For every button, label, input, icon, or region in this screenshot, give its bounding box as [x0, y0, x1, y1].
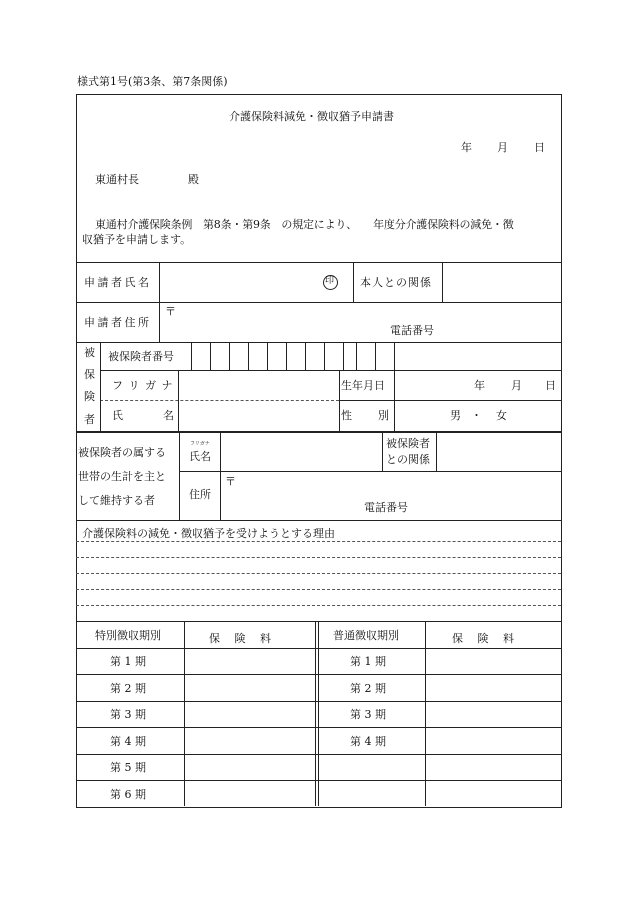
- special-premium-field[interactable]: [186, 650, 314, 673]
- premium-header-char: 保: [452, 632, 463, 645]
- applicant-address-field[interactable]: [161, 304, 559, 340]
- premium-header: [427, 630, 559, 646]
- householder-heading: して維持する者: [78, 494, 155, 507]
- rule: [100, 370, 561, 371]
- birth-year-unit: 年: [474, 379, 485, 392]
- applicant-name-label: 申請者氏名: [84, 276, 152, 289]
- premium-header-char: 料: [260, 632, 271, 645]
- special-premium-field[interactable]: [186, 676, 314, 700]
- applicant-address-label: 申請者住所: [84, 316, 152, 329]
- insured-name-label: 名: [163, 409, 174, 422]
- insured-name-field[interactable]: [180, 402, 338, 430]
- special-period-label: 第 4 期: [110, 735, 146, 748]
- sex-label: 別: [378, 409, 389, 422]
- insured-number-label: 被保険者番号: [108, 350, 174, 363]
- rule: [178, 370, 179, 431]
- rule: [76, 520, 561, 521]
- sex-label: 性: [341, 409, 352, 422]
- rule: [353, 262, 354, 302]
- postal-mark: 〒: [165, 305, 176, 318]
- insured-side-char: 険: [84, 390, 95, 403]
- sex-separator: ・: [471, 409, 482, 422]
- special-period-label: 第 1 期: [110, 655, 146, 668]
- dashed-rule: [100, 400, 339, 401]
- insured-side-char: 者: [84, 413, 95, 426]
- rule: [436, 431, 437, 471]
- reason-field[interactable]: [78, 543, 559, 619]
- birth-date-label: 生年月日: [341, 379, 385, 392]
- statement-line-1: 東通村介護保険条例 第8条・第9条 の規定により、 年度分介護保険料の減免・徴: [95, 218, 514, 231]
- insured-side-char: 保: [84, 368, 95, 381]
- special-premium-field[interactable]: [186, 703, 314, 726]
- applicant-relation-label: 本人との関係: [360, 276, 432, 289]
- rule: [179, 431, 180, 520]
- furigana-field[interactable]: [180, 372, 338, 399]
- premium-header-char: 険: [477, 632, 489, 645]
- householder-relation-field[interactable]: [438, 433, 559, 469]
- householder-relation-label: との関係: [386, 453, 430, 466]
- applicant-phone-label: 電話番号: [390, 324, 434, 337]
- premium-header-char: 料: [503, 632, 514, 645]
- normal-period-label: 第 3 期: [350, 708, 386, 721]
- normal-period-label: 第 4 期: [350, 735, 386, 748]
- rule: [318, 621, 319, 806]
- rule: [76, 262, 561, 263]
- insured-side-char: 被: [84, 346, 95, 359]
- addressee-honorific: 殿: [188, 173, 199, 186]
- householder-name-label: 氏名: [189, 450, 211, 463]
- sex-option-female[interactable]: 女: [496, 409, 507, 422]
- date-month: 月: [497, 141, 508, 154]
- rule: [425, 621, 426, 806]
- normal-premium-field[interactable]: [427, 729, 559, 753]
- rule: [220, 431, 221, 520]
- householder-phone-label: 電話番号: [364, 501, 408, 514]
- insured-name-label: 氏: [112, 409, 123, 422]
- special-period-label: 第 3 期: [110, 708, 146, 721]
- special-premium-field[interactable]: [186, 756, 314, 779]
- birth-day-unit: 日: [545, 379, 556, 392]
- date-year: 年: [461, 141, 472, 154]
- special-collection-header: 特別徴収期別: [95, 629, 161, 642]
- special-period-label: 第 6 期: [110, 788, 146, 801]
- rule: [159, 262, 160, 342]
- normal-collection-header: 普通徴収期別: [333, 629, 399, 642]
- rule: [339, 400, 561, 401]
- normal-premium-field[interactable]: [427, 650, 559, 673]
- furigana-small-label: フリガナ: [190, 441, 210, 447]
- householder-relation-label: 被保険者: [386, 437, 430, 450]
- form-title: 介護保険料減免・徴収猶予申請書: [229, 110, 394, 123]
- normal-period-label: 第 2 期: [350, 682, 386, 695]
- rule: [315, 621, 316, 806]
- rule: [76, 302, 561, 303]
- premium-header-char: 保: [209, 632, 220, 645]
- reason-dashed-line: [76, 541, 561, 542]
- birth-month-unit: 月: [511, 379, 522, 392]
- insured-number-field[interactable]: [192, 343, 394, 369]
- rule: [339, 370, 340, 431]
- form-reference: 様式第1号(第3条、第7条関係): [77, 75, 228, 88]
- applicant-relation-field[interactable]: [444, 264, 559, 300]
- reason-label: 介護保険料の減免・徴収猶予を受けようとする理由: [82, 527, 335, 540]
- normal-premium-field[interactable]: [427, 676, 559, 700]
- special-period-label: 第 5 期: [110, 761, 146, 774]
- householder-name-field[interactable]: [222, 433, 380, 469]
- statement-line-2: 収猶予を申請します。: [82, 233, 192, 246]
- normal-period-label: 第 1 期: [350, 655, 386, 668]
- special-premium-field[interactable]: [186, 782, 314, 805]
- rule: [382, 431, 383, 471]
- householder-address-label: 住所: [189, 488, 211, 501]
- furigana-label: フ リ ガ ナ: [112, 379, 174, 392]
- premium-header: [186, 630, 314, 646]
- rule: [100, 342, 101, 431]
- normal-premium-field[interactable]: [427, 703, 559, 726]
- rule: [184, 621, 185, 806]
- sex-option-male[interactable]: 男: [450, 409, 461, 422]
- householder-heading: 被保険者の属する: [78, 446, 166, 459]
- rule: [394, 342, 395, 370]
- householder-heading: 世帯の生計を主と: [78, 470, 166, 483]
- date-day: 日: [534, 141, 545, 154]
- premium-header-char: 険: [234, 632, 246, 645]
- seal-mark-label: 印: [325, 276, 335, 286]
- special-period-label: 第 2 期: [110, 682, 146, 695]
- postal-mark: 〒: [225, 475, 236, 488]
- addressee-name: 東通村長: [95, 173, 139, 186]
- special-premium-field[interactable]: [186, 729, 314, 753]
- rule: [179, 471, 561, 472]
- rule: [394, 370, 395, 431]
- rule: [442, 262, 443, 302]
